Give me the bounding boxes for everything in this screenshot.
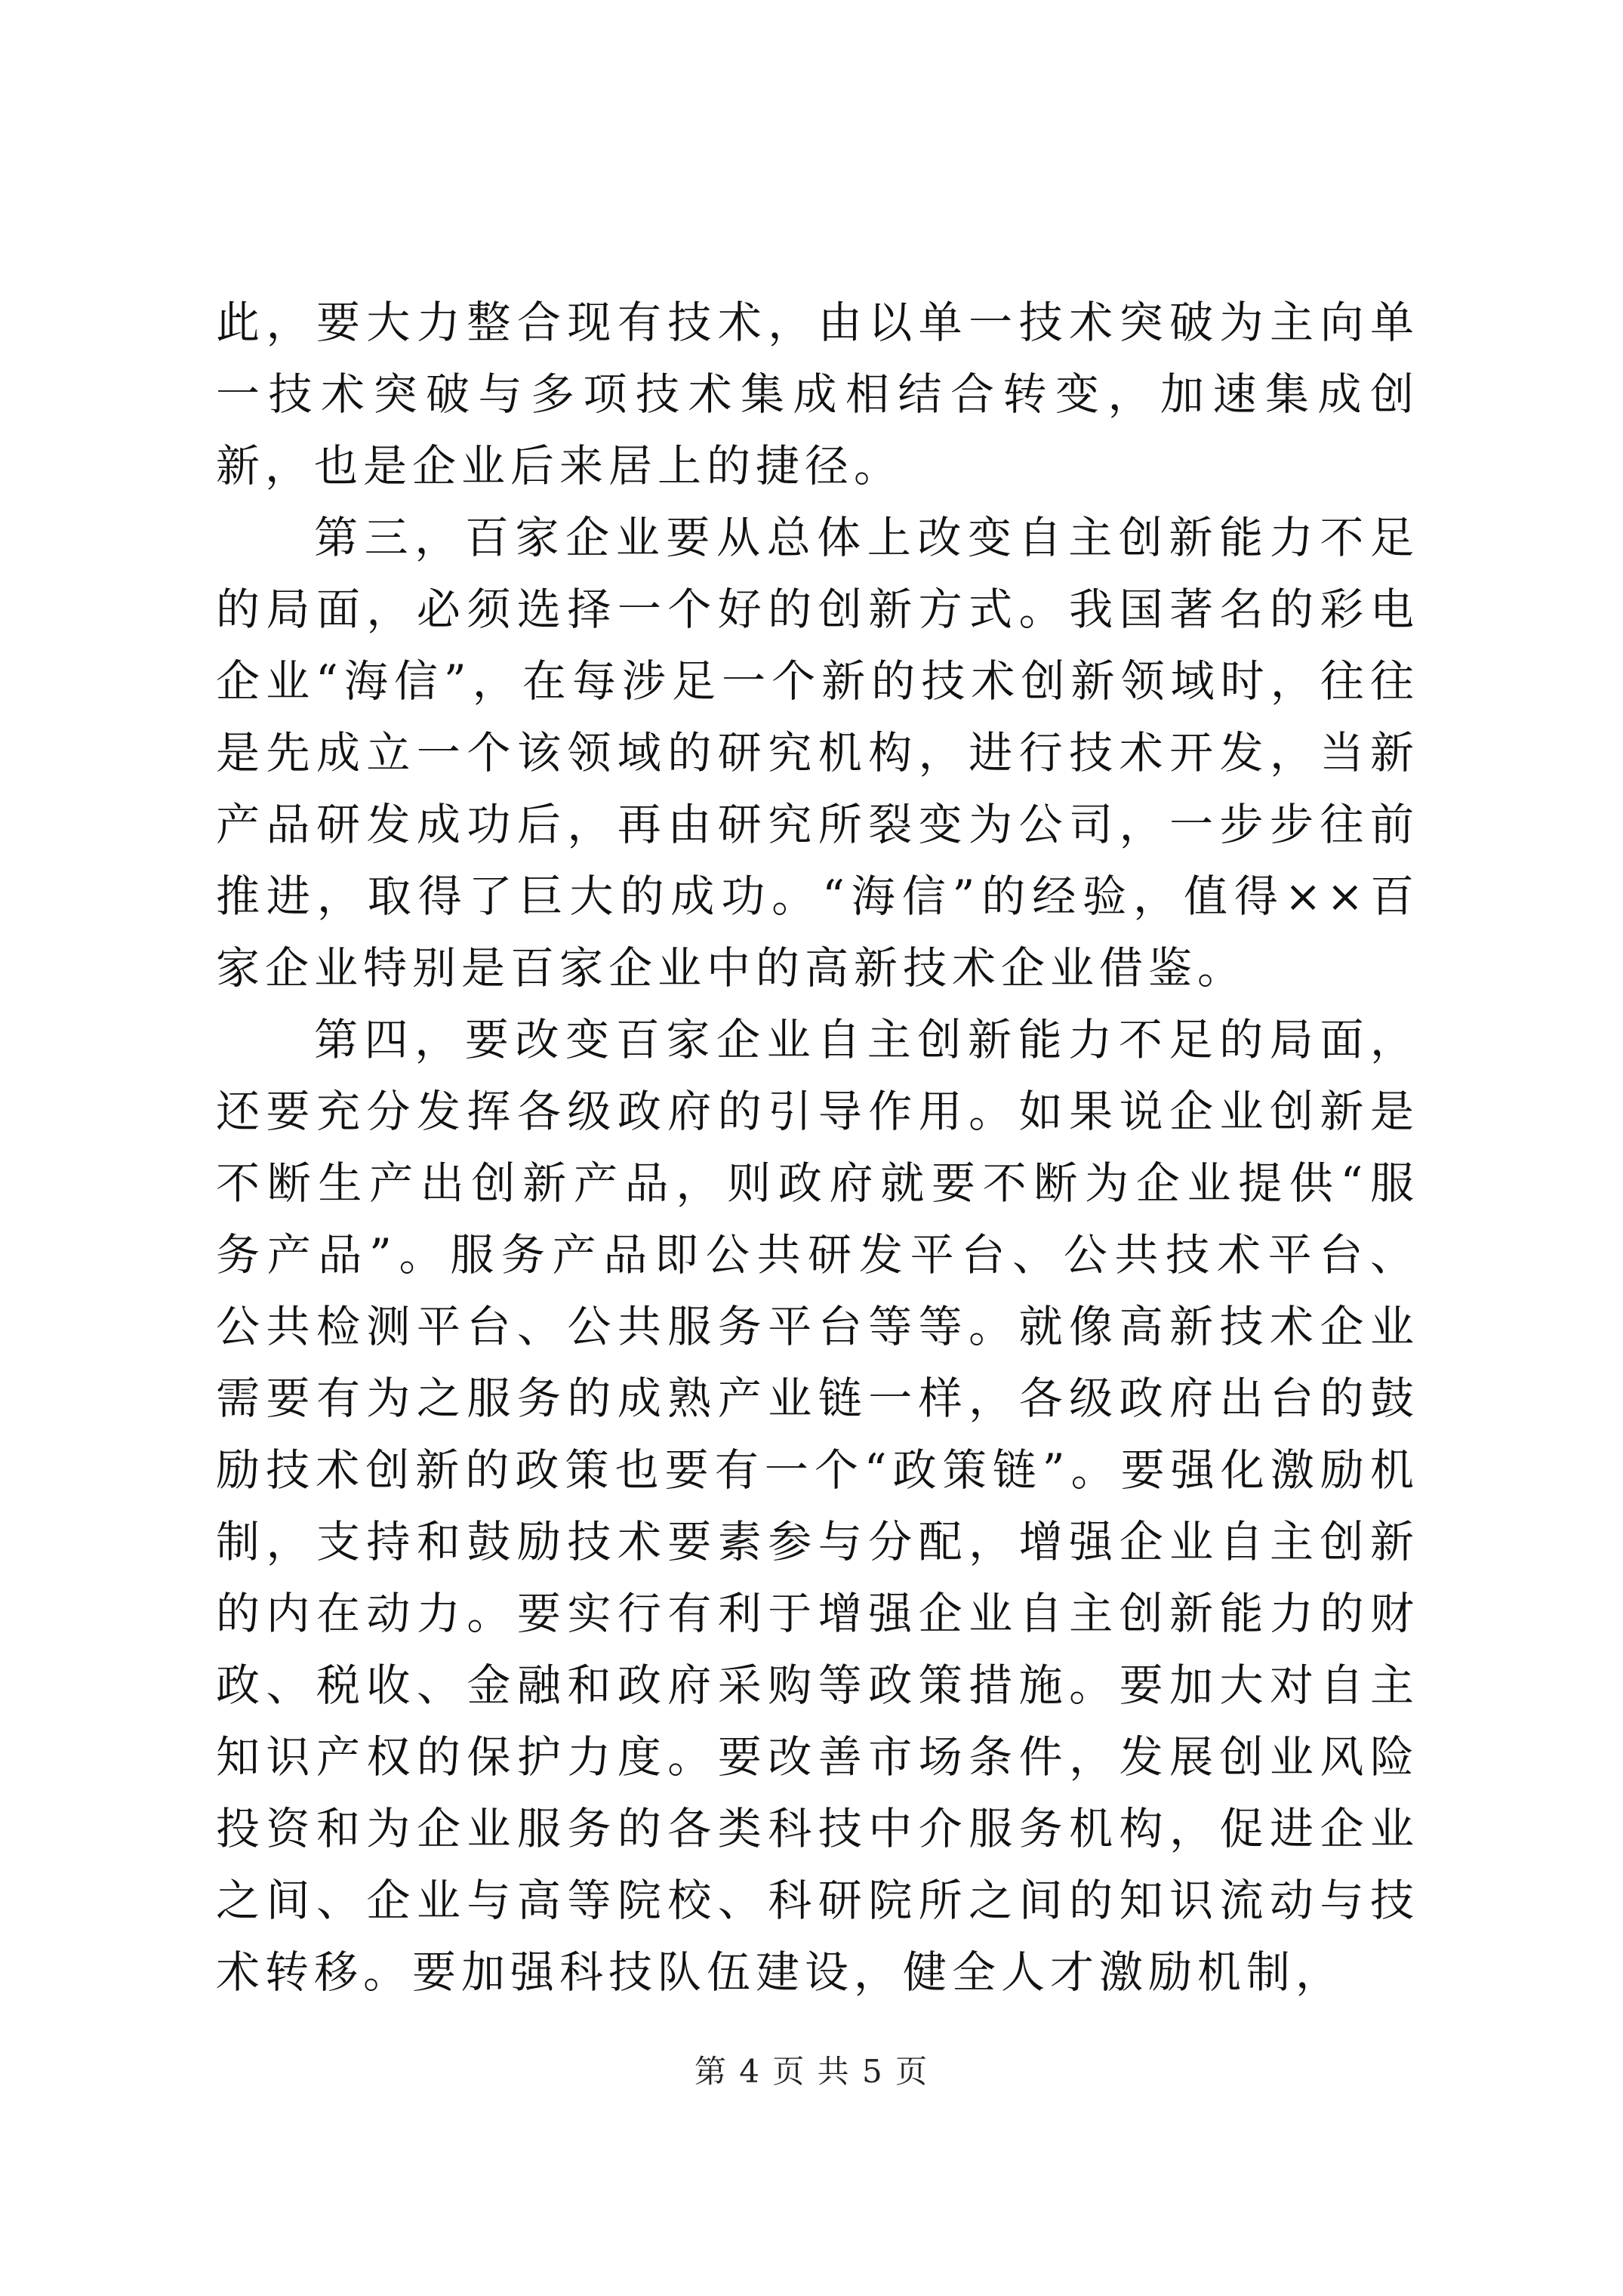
- page-footer: [0, 2049, 1623, 2094]
- paragraph-third-point: 第三，百家企业要从总体上改变自主创新能力不足的局面，必须选择一个好的创新方式。我国著名的彩电企业“海信”，在每涉足一个新的技术创新领域时，往往是先成立一个该领域的研究机构，进行技术开发，当新产品研发成功后，再由研究所裂变为公司，一步步往前推进，取得了巨大的成功。“海信”的经验，值得××百家企业特别是百家企业中的高新技术企业借鉴。: [216, 512, 1419, 994]
- page-number-label: 第 4 页 共 5 页: [694, 2053, 929, 2090]
- paragraph-fourth-point: 第四，要改变百家企业自主创新能力不足的局面，还要充分发挥各级政府的引导作用。如果说企业创新是不断生产出创新产品，则政府就要不断为企业提供“服务产品”。服务产品即公共研发平台、公共技术平台、公共检测平台、公共服务平台等等。就像高新技术企业需要有为之服务的成熟产业链一样，各级政府出台的鼓励技术创新的政策也要有一个“政策链”。要强化激励机制，支持和鼓励技术要素参与分配，增强企业自主创新的内在动力。要实行有利于增强企业自主创新能力的财政、税收、金融和政府采购等政策措施。要加大对自主知识产权的保护力度。要改善市场条件，发展创业风险投资和为企业服务的各类科技中介服务机构，促进企业之间、企业与高等院校、科研院所之间的知识流动与技术转移。要加强科技队伍建设，健全人才激励机制，: [216, 1014, 1419, 1998]
- body-text: [216, 287, 1419, 2008]
- paragraph-continuation: 此，要大力整合现有技术，由以单一技术突破为主向单一技术突破与多项技术集成相结合转变，加速集成创新，也是企业后来居上的捷径。: [216, 297, 1419, 492]
